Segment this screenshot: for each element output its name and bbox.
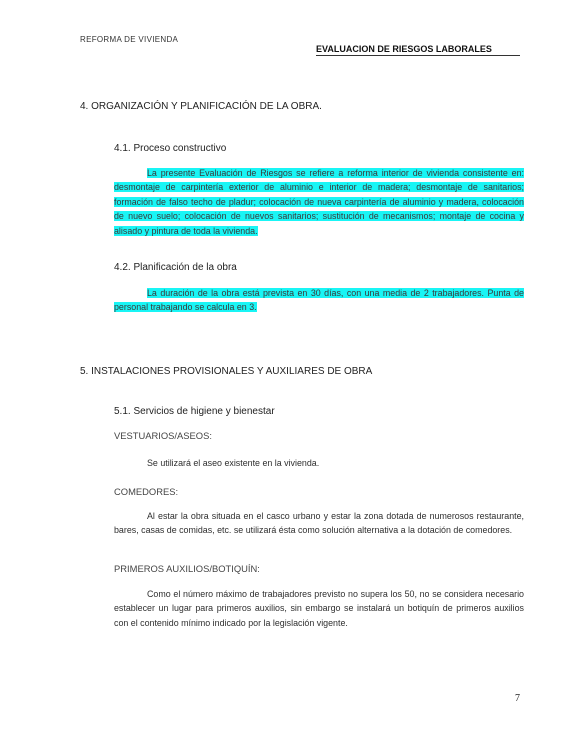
section-4-1-paragraph [114, 166, 524, 238]
vestuarios-label: VESTUARIOS/ASEOS: [114, 430, 212, 441]
primeros-auxilios-label: PRIMEROS AUXILIOS/BOTIQUÍN: [114, 563, 260, 574]
section-4-1-heading: 4.1. Proceso constructivo [114, 143, 227, 154]
comedores-label: COMEDORES: [114, 486, 179, 497]
highlighted-text: La duración de la obra está prevista en 30 días, con una media de 2 trabajadores. Punta de personal trabajando se calcula en 3. [114, 288, 524, 313]
comedores-paragraph: Al estar la obra situada en el casco urbano y estar la zona dotada de numerosos restaurante, bares, casas de comidas, etc. se utilizará ésta como solución alternativa a la dotación de comedores. [114, 511, 524, 536]
primeros-auxilios-paragraph: Como el número máximo de trabajadores previsto no supera los 50, no se considera necesario establecer un lugar para primeros auxilios, sin embargo se instalará un botiquín de primeros auxilios con el contenido mínimo indicado por la legislación vigente. [114, 589, 524, 628]
highlighted-text: La presente Evaluación de Riesgos se refiere a reforma interior de vivienda consistente en: desmontaje de carpintería exterior de aluminio e interior de madera; desmontaje de sanitarios; formación de falso techo de pladur; colocación de nueva carpintería de aluminio y madera, colocación de nuevo suelo; colocación de nuevos sanitarios; sustitución de mecanismos; montaje de cocina y alisado y pintura de toda la vivienda. [114, 168, 524, 236]
header-underline [316, 55, 520, 56]
section-5-heading: 5. INSTALACIONES PROVISIONALES Y AUXILIARES DE OBRA [80, 366, 373, 377]
section-4-2-paragraph [114, 286, 524, 315]
section-5-1-heading: 5.1. Servicios de higiene y bienestar [114, 406, 275, 417]
running-header-left: REFORMA DE VIVIENDA [80, 35, 179, 44]
vestuarios-paragraph: Se utilizará el aseo existente en la vivienda. [147, 458, 320, 468]
running-header-right: EVALUACION DE RIESGOS LABORALES [316, 44, 492, 54]
section-4-heading: 4. ORGANIZACIÓN Y PLANIFICACIÓN DE LA OBRA. [80, 101, 322, 112]
page-number: 7 [515, 693, 520, 704]
section-4-2-heading: 4.2. Planificación de la obra [114, 262, 237, 273]
